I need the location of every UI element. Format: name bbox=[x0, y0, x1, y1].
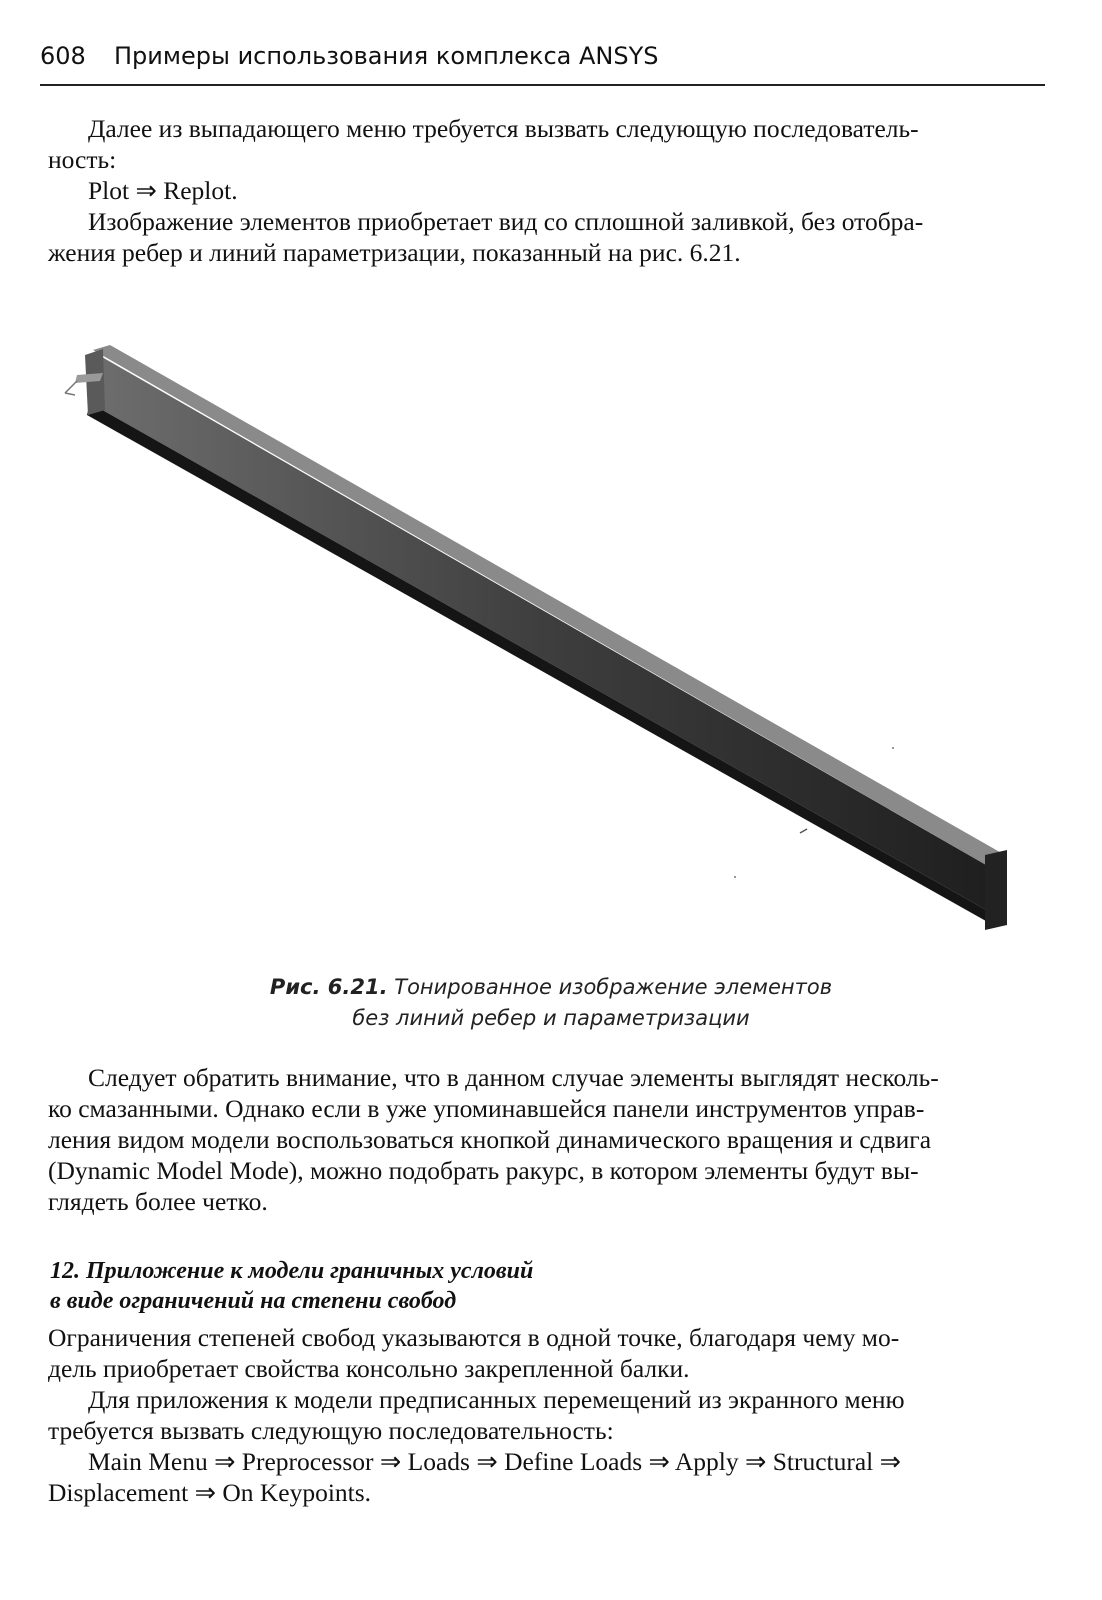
coordinate-triad-icon bbox=[65, 381, 77, 395]
scan-speck bbox=[892, 747, 894, 749]
running-title: Примеры использования комплекса ANSYS bbox=[114, 42, 659, 70]
command-displacement-line1: Main Menu ⇒ Preprocessor ⇒ Loads ⇒ Define Loads ⇒ Apply ⇒ Structural ⇒ bbox=[88, 1447, 902, 1476]
caption-line2: без линий ребер и параметризации bbox=[352, 1006, 750, 1030]
page-header bbox=[40, 40, 1045, 86]
para1-line2: ность: bbox=[48, 145, 117, 174]
para4-line1: Ограничения степеней свобод указываются в одной точке, благодаря чему мо- bbox=[48, 1323, 900, 1352]
para3-line4: (Dynamic Model Mode), можно подобрать ракурс, в котором элементы будут вы- bbox=[48, 1156, 919, 1185]
command-replot: Plot ⇒ Replot. bbox=[88, 176, 238, 205]
para3-line3: ления видом модели воспользоваться кнопкой динамического вращения и сдвига bbox=[48, 1125, 932, 1154]
command-displacement-line2: Displacement ⇒ On Keypoints. bbox=[48, 1478, 372, 1507]
scan-speck bbox=[734, 876, 736, 878]
i-beam bbox=[75, 345, 1007, 930]
page-number: 608 bbox=[40, 42, 86, 70]
para1-line1: Далее из выпадающего меню требуется вызвать следующую последователь- bbox=[88, 114, 919, 143]
section-heading bbox=[50, 1256, 533, 1316]
para3-line1: Следует обратить внимание, что в данном случае элементы выглядят несколь- bbox=[88, 1063, 939, 1092]
para3-line5: глядеть более четко. bbox=[48, 1187, 268, 1216]
para3-line2: ко смазанными. Однако если в уже упоминавшейся панели инструментов управ- bbox=[48, 1094, 925, 1123]
figure-caption bbox=[0, 972, 1102, 1034]
para2-line2: жения ребер и линий параметризации, показанный на рис. 6.21. bbox=[48, 238, 741, 267]
scan-speck bbox=[800, 829, 807, 833]
intro-paragraph bbox=[48, 113, 1026, 268]
caption-line1: Тонированное изображение элементов bbox=[394, 975, 833, 999]
para5-line1: Для приложения к модели предписанных перемещений из экранного меню bbox=[88, 1385, 905, 1414]
para4-line2: дель приобретает свойства консольно закрепленной балки. bbox=[48, 1354, 690, 1383]
para5-line2: требуется вызвать следующую последовательность: bbox=[48, 1416, 614, 1445]
figure-6-21 bbox=[55, 345, 1035, 940]
remark-paragraph bbox=[48, 1062, 1026, 1217]
section-heading-line2: в виде ограничений на степени свобод bbox=[50, 1288, 457, 1314]
para2-line1: Изображение элементов приобретает вид со сплошной заливкой, без отобра- bbox=[88, 207, 924, 236]
section-heading-line1: 12. Приложение к модели граничных условий bbox=[50, 1258, 534, 1284]
caption-label: Рис. 6.21. bbox=[269, 975, 388, 999]
beam-image bbox=[55, 345, 1035, 940]
section-body bbox=[48, 1322, 1026, 1508]
